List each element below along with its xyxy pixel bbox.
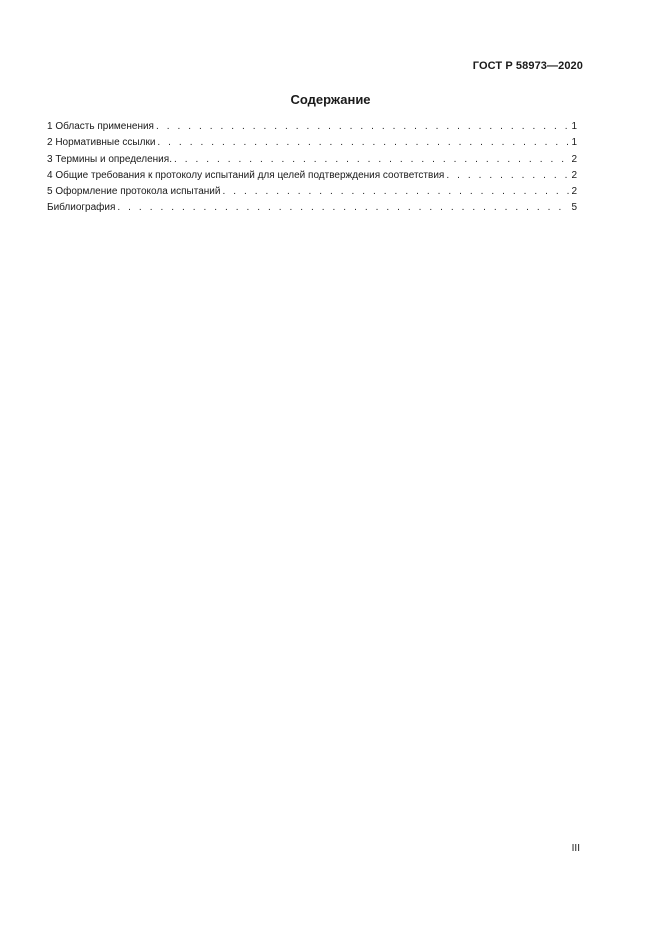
toc-entry-page: 2 [571,169,577,181]
toc-entry-page: 1 [571,121,577,132]
toc-entry-page: 2 [571,186,577,198]
toc-dot-leader [174,152,570,168]
toc-dot-leader [446,168,570,184]
toc-dot-leader [222,184,570,200]
toc-entry-label: Библиография [47,202,116,214]
standard-code: ГОСТ Р 58973—2020 [472,60,583,72]
toc-dot-leader [157,135,570,151]
toc-entry-label: 4 Общие требования к протоколу испытаний для целей подтверждения соответствия [47,169,445,181]
toc-dot-leader [117,200,570,216]
toc-entry[interactable] [47,135,577,151]
page-number: III [571,843,580,854]
toc-entry-page: 1 [571,137,577,149]
toc-entry[interactable] [47,184,577,200]
toc-entry-label: 3 Термины и определения. [47,153,172,165]
toc-dot-leader [156,119,570,135]
toc-entry-label: 2 Нормативные ссылки [47,137,156,149]
toc-entry[interactable] [47,152,577,168]
table-of-contents [47,119,577,217]
toc-entry-label: 5 Оформление протокола испытаний [47,186,221,198]
toc-entry-page: 2 [571,153,577,165]
toc-entry-label: 1 Область применения [47,121,154,132]
toc-entry[interactable] [47,168,577,184]
toc-title: Содержание [290,92,371,107]
toc-entry-page: 5 [571,202,577,214]
toc-entry[interactable] [47,200,577,216]
toc-entry[interactable] [47,119,577,135]
